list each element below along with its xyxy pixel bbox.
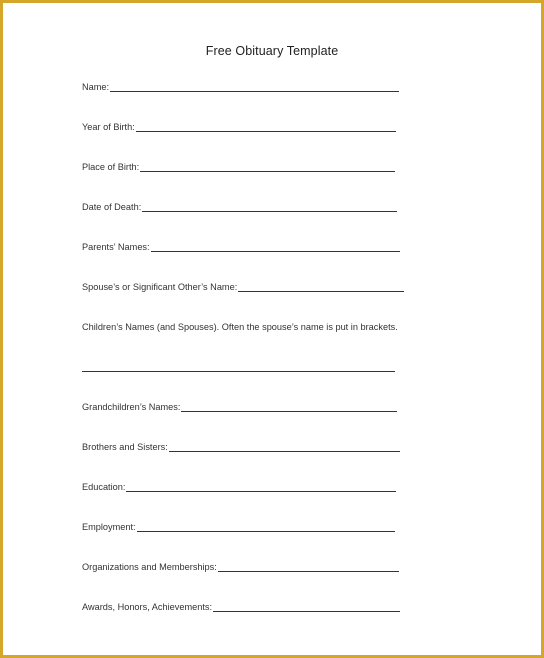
document-title: Free Obituary Template	[205, 44, 339, 58]
education-field	[82, 481, 396, 493]
employment-label: Employment:	[82, 522, 136, 532]
place-of-birth-field	[82, 161, 395, 173]
date-of-death-field	[82, 201, 397, 213]
grandchildrens-names-blank-line[interactable]	[181, 402, 397, 412]
date-of-death-label: Date of Death:	[82, 202, 142, 212]
organizations-label: Organizations and Memberships:	[82, 562, 217, 572]
education-blank-line[interactable]	[126, 482, 396, 492]
year-of-birth-blank-line[interactable]	[136, 122, 396, 132]
spouse-name-blank-line[interactable]	[238, 282, 404, 292]
childrens-names-blank-line[interactable]	[82, 370, 395, 372]
awards-label: Awards, Honors, Achievements:	[82, 602, 213, 612]
parents-names-field	[82, 241, 400, 253]
education-label: Education:	[82, 482, 126, 492]
parents-names-blank-line[interactable]	[151, 242, 400, 252]
awards-field	[82, 601, 400, 613]
name-blank-line[interactable]	[110, 82, 399, 92]
year-of-birth-field	[82, 121, 396, 133]
organizations-field	[82, 561, 399, 573]
childrens-names-label: Children’s Names (and Spouses). Often the spouse’s name is put in brackets.	[82, 322, 398, 332]
parents-names-label: Parents’ Names:	[82, 242, 150, 252]
brothers-sisters-field	[82, 441, 400, 453]
employment-field	[82, 521, 395, 533]
name-field	[82, 81, 399, 93]
date-of-death-blank-line[interactable]	[142, 202, 397, 212]
brothers-sisters-blank-line[interactable]	[169, 442, 400, 452]
place-of-birth-blank-line[interactable]	[140, 162, 395, 172]
grandchildrens-names-field	[82, 401, 397, 413]
name-label: Name:	[82, 82, 110, 92]
awards-blank-line[interactable]	[213, 602, 400, 612]
organizations-blank-line[interactable]	[218, 562, 399, 572]
spouse-name-label: Spouse’s or Significant Other’s Name:	[82, 282, 238, 292]
year-of-birth-label: Year of Birth:	[82, 122, 135, 132]
employment-blank-line[interactable]	[137, 522, 395, 532]
brothers-sisters-label: Brothers and Sisters:	[82, 442, 168, 452]
place-of-birth-label: Place of Birth:	[82, 162, 140, 172]
spouse-name-field	[82, 281, 404, 293]
grandchildrens-names-label: Grandchildren’s Names:	[82, 402, 181, 412]
